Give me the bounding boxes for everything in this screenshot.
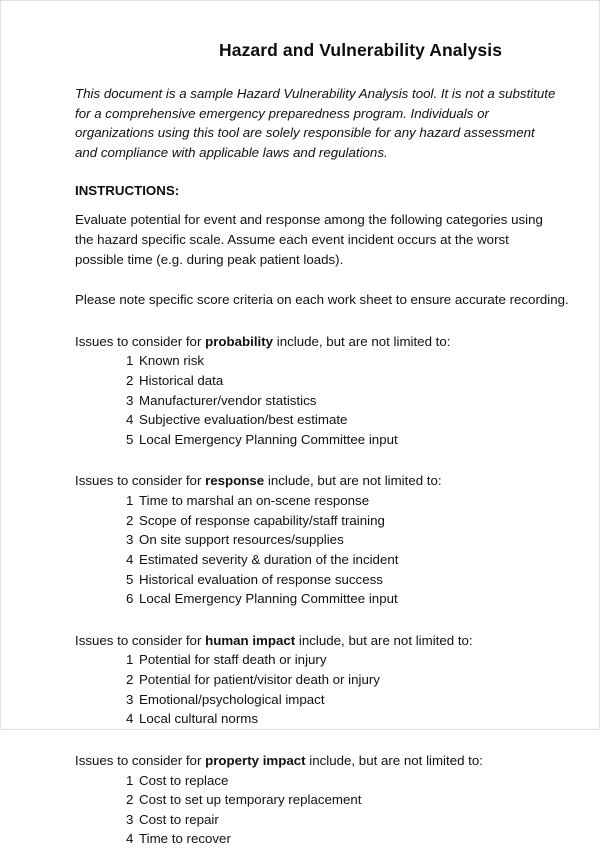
list-item	[126, 589, 565, 609]
list-item-label: Emotional/psychological impact	[139, 691, 325, 707]
issue-sections	[75, 310, 565, 849]
list-item-number: 4	[126, 711, 134, 727]
lead-prefix: Issues to consider for	[75, 632, 206, 648]
issue-list	[75, 491, 565, 609]
list-item	[126, 570, 565, 590]
scoring-note-paragraph: Please note specific score criteria on each work sheet to ensure accurate recording.	[75, 291, 569, 307]
issue-section-lead	[75, 751, 565, 771]
lead-term: response	[205, 473, 265, 489]
list-item-label: Historical data	[139, 372, 224, 388]
list-item-number: 3	[126, 392, 134, 408]
list-item-label: Cost to set up temporary replacement	[139, 792, 362, 808]
issue-list	[75, 650, 565, 728]
issue-list	[75, 771, 565, 849]
list-item	[126, 371, 565, 391]
lead-suffix: include, but are not limited to:	[295, 632, 473, 648]
list-item-label: Estimated severity & duration of the incident	[139, 551, 399, 567]
list-item	[126, 771, 565, 791]
list-item-number: 5	[126, 431, 134, 447]
list-item-label: Cost to repair	[139, 811, 219, 827]
list-item-label: Historical evaluation of response success	[139, 571, 383, 587]
list-item	[126, 351, 565, 371]
list-item	[126, 491, 565, 511]
list-item-label: Local Emergency Planning Committee input	[139, 591, 398, 607]
list-item	[126, 391, 565, 411]
issue-section-human-impact	[75, 609, 565, 729]
list-item-number: 6	[126, 591, 134, 607]
issue-section-lead	[75, 332, 565, 352]
list-item-number: 5	[126, 571, 134, 587]
disclaimer-paragraph: This document is a sample Hazard Vulnerability Analysis tool. It is not a substitute for a comprehensive emergency preparedness program. Individuals or organizations using this tool are solely responsible for any hazard assessment and compliance with applicable laws and regulations.	[75, 86, 556, 160]
list-item-label: Local cultural norms	[139, 711, 258, 727]
issue-section-response	[75, 449, 565, 608]
list-item-label: Subjective evaluation/best estimate	[139, 412, 348, 428]
issue-section-probability	[75, 310, 565, 450]
list-item-number: 1	[126, 772, 134, 788]
lead-suffix: include, but are not limited to:	[273, 333, 451, 349]
list-item	[126, 690, 565, 710]
lead-term: property impact	[205, 752, 306, 768]
lead-term: human impact	[205, 632, 296, 648]
list-item-label: Scope of response capability/staff training	[139, 512, 385, 528]
lead-suffix: include, but are not limited to:	[264, 473, 442, 489]
issue-section-lead	[75, 631, 565, 651]
list-item	[126, 810, 565, 830]
list-item	[126, 790, 565, 810]
list-item-number: 4	[126, 551, 134, 567]
list-item	[126, 670, 565, 690]
instructions-heading: INSTRUCTIONS:	[75, 183, 180, 199]
list-item-label: Manufacturer/vendor statistics	[139, 392, 317, 408]
instructions-paragraph: Evaluate potential for event and response among the following categories using the hazard specific scale. Assume each event incident occurs at the worst possible time (e.g. during peak patient loads).	[75, 212, 543, 267]
list-item-number: 3	[126, 811, 134, 827]
list-item-number: 3	[126, 691, 134, 707]
lead-suffix: include, but are not limited to:	[305, 752, 483, 768]
document-content	[75, 1, 569, 849]
list-item-number: 1	[126, 493, 134, 509]
list-item-label: On site support resources/supplies	[139, 532, 344, 548]
list-item-number: 3	[126, 532, 134, 548]
list-item	[126, 410, 565, 430]
list-item-number: 2	[126, 672, 134, 688]
list-item-number: 2	[126, 512, 134, 528]
lead-prefix: Issues to consider for	[75, 473, 206, 489]
list-item-number: 2	[126, 372, 134, 388]
list-item	[126, 709, 565, 729]
list-item	[126, 829, 565, 849]
list-item-label: Cost to replace	[139, 772, 229, 788]
list-item-label: Potential for patient/visitor death or injury	[139, 672, 380, 688]
page-title: Hazard and Vulnerability Analysis	[219, 40, 503, 60]
issue-section-lead	[75, 471, 565, 491]
list-item	[126, 511, 565, 531]
list-item-number: 2	[126, 792, 134, 808]
list-item-label: Time to marshal an on-scene response	[139, 493, 370, 509]
list-item	[126, 550, 565, 570]
list-item	[126, 530, 565, 550]
issue-list	[75, 351, 565, 449]
list-item-label: Time to recover	[139, 831, 231, 847]
list-item-label: Known risk	[139, 353, 205, 369]
list-item-number: 4	[126, 412, 134, 428]
list-item	[126, 430, 565, 450]
list-item-number: 1	[126, 652, 134, 668]
lead-term: probability	[205, 333, 274, 349]
list-item-number: 1	[126, 353, 134, 369]
lead-prefix: Issues to consider for	[75, 333, 206, 349]
list-item-number: 4	[126, 831, 134, 847]
lead-prefix: Issues to consider for	[75, 752, 206, 768]
issue-section-property-impact	[75, 729, 565, 849]
list-item-label: Local Emergency Planning Committee input	[139, 431, 398, 447]
list-item	[126, 650, 565, 670]
list-item-label: Potential for staff death or injury	[139, 652, 327, 668]
